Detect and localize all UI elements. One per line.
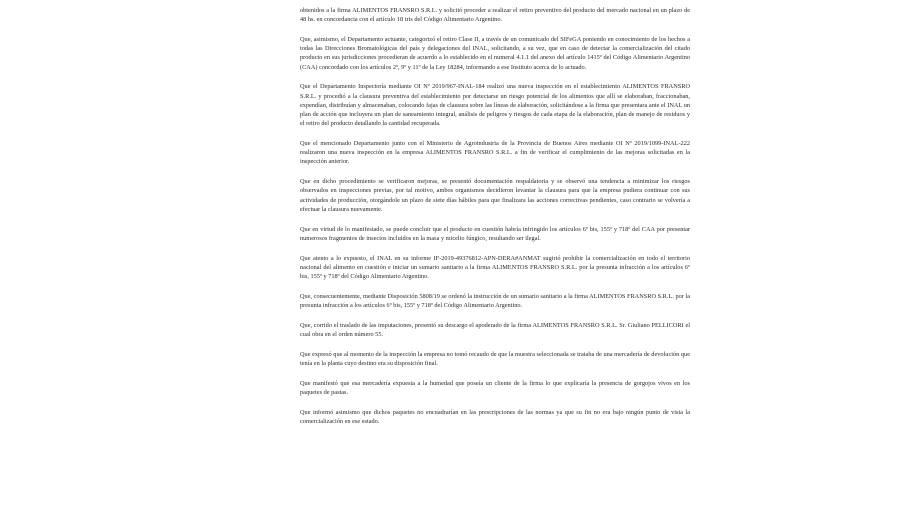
paragraph: Que atento a lo expuesto, el INAL en su informe IF-2019-49376812-APN-DERA#ANMAT sugirió prohibir la comercialización en todo el territorio nacional del alimento en cuestión e iniciar un sumario sanitario a la firma ALIMENTOS FRANSRO S.R.L. por la presunta infracción a los artículos 6º bis, 155º y 718º del Código Alimentario Argentino. — [300, 254, 690, 281]
paragraph: Que expresó que al momento de la inspección la empresa no tomó recaudo de que la muestra seleccionada se trataba de una mercadería de devolución que tenía en la planta cuyo destino era su disposición final. — [300, 350, 690, 368]
paragraph: Que manifestó que esa mercadería expuesta a la humedad que poseía un cliente de la firma lo que explicaría la presencia de gorgojos vivos en los paquetes de pastas. — [300, 379, 690, 397]
document-page — [300, 6, 690, 437]
paragraph: Que en dicho procedimiento se verificaron mejoras, se presentó documentación respaldatoria y se observó una tendencia a minimizar los riesgos observados en inspecciones previas, por tal motivo, ambos organismos decidieron levantar la clausura para que la empresa pudiera continuar con sus actividades de producción, otorgándole un plazo de siete días hábiles para que finalizara las acciones correctivas pendientes, caso contrario se volvería a efectuar la clausura nuevamente. — [300, 178, 690, 213]
paragraph: Que en virtud de lo manifestado, se puede concluir que el producto en cuestión habría infringido los artículos 6º bis, 155º y 718º del CAA por presentar numerosos fragmentos de insectos incluidos en la masa y micelio fúngico, resultando ser ilegal. — [300, 225, 690, 242]
paragraph: Que el Departamento Inspectoría mediante OI Nº 2019/967-INAL-184 realizó una nueva inspección en el establecimiento ALIMENTOS FRANSRO S.R.L. y procedió a la clausura preventiva del establecimiento por detectarse un riesgo potencial de los alimentos que allí se elaboraban, fraccionaban, expendían, distribuían y almacenaban, colocando fajas de clausura sobre las líneas de elaboración, solicitándose a la firma que presentara ante el INAL un plan de acción que incluyera un plan de saneamiento integral, análisis de peligros y riesgos de cada etapa de la elaboración, plan de manejo de residuos y el retiro del producto detallando la cantidad recuperada. — [300, 83, 690, 128]
paragraph: Que el mencionado Departamento junto con el Ministerio de Agroindustria de la Provincia de Buenos Aires mediante OI Nº 2019/1099-INAL-222 realizaron una nueva inspección en la empresa ALIMENTOS FRANSRO S.R.L. a fin de verificar el cumplimiento de las mejoras solicitadas en la inspección anterior. — [300, 140, 690, 166]
paragraph: Que, asimismo, el Departamento actuante, categorizó el retiro Clase II, a través de un comunicado del SIFeGA poniendo en conocimiento de los hechos a todas las Direcciones Bromatológicas del país y delegaciones del INAL, solicitando, a su vez, que en caso de detectar la comercialización del citado producto en sus jurisdicciones procedieran de acuerdo a lo establecido en el numeral 4.1.1 del anexo del artículo 1415º del Código Alimentario Argentino (CAA) concordado con los artículos 2º, 9º y 11º de la Ley 18284, informando a ese Instituto acerca de lo actuado. — [300, 36, 690, 71]
paragraph: Que informó asimismo que dichos paquetes no encuadrarían en las prescripciones de las normas ya que su fin no era bajo ningún punto de vista la comercialización en ese estado. — [300, 408, 690, 426]
paragraph: Que, consecuentemente, mediante Disposición 5808/19 se ordenó la instrucción de un sumario sanitario a la firma ALIMENTOS FRANSRO S.R.L. por la presunta infracción a los artículos 6º bis, 155º y 718º del Código Alimentario Argentino. — [300, 292, 690, 310]
paragraph: obtenidos a la firma ALIMENTOS FRANSRO S.R.L. y solicitó proceder a realizar el retiro preventivo del producto del mercado nacional en un plazo de 48 hs. en concordancia con el artículo 18 tris del Código Alimentario Argentino. — [300, 7, 690, 24]
paragraph: Que, corrido el traslado de las imputaciones, presentó su descargo el apoderado de la firma ALIMENTOS FRANSRO S.R.L. Sr. Giuliano PELLICORI el cual obra en el orden número 55. — [300, 321, 690, 339]
